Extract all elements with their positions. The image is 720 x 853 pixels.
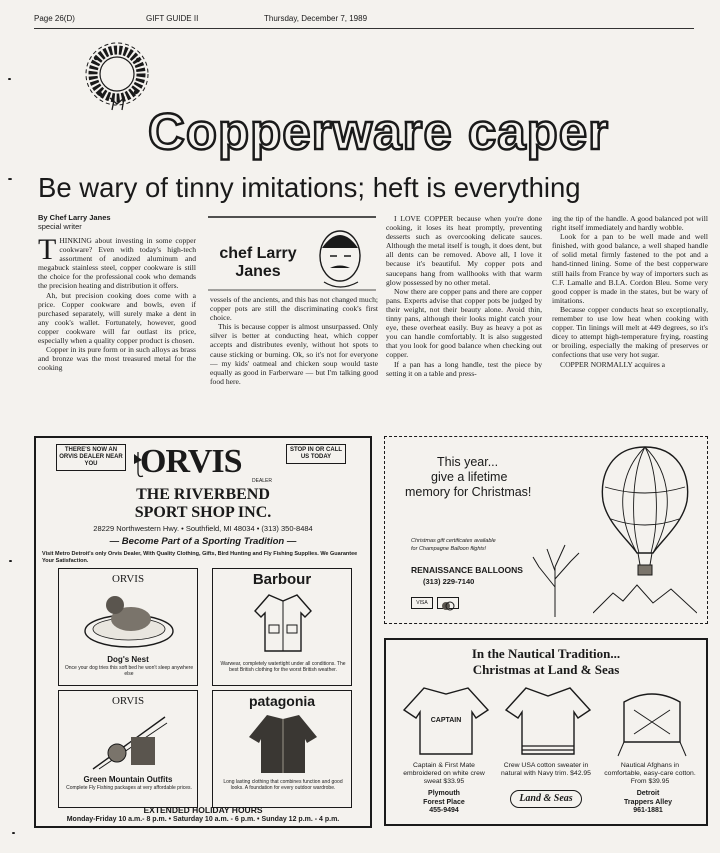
seas-headline-2: Christmas at Land & Seas [472,662,620,677]
product-name: Dog's Nest [107,655,149,664]
shop-name-line-1: THE RIVERBEND [136,486,270,503]
balloon-line-1: This year... [437,455,499,469]
article-column-4 [552,214,708,391]
product-dogs-nest [58,568,198,686]
store-city: Detroit [636,790,660,797]
sweatshirt-icon [402,682,490,758]
visit-text: Visit Metro Detroit's only Orvis Dealer, With Quality Clothing, Gifts, Bird Hunting and Fly Fishing Supplies. We Guarantee Your Satisfaction. [42,551,358,564]
product-patagonia [212,690,352,808]
company-phone: (313) 229-7140 [423,577,475,586]
mastercard-icon [437,597,459,609]
paragraph: Now there are copper pans and there are copper pans. Experts advise that copper pots be judged by their weight, not their beauty alone. Avoid thin, tinny pans, although their looks might catch your eye, these overheat easily. Buy as heavy a pot as you can handle comfortably. It is also suggested that you look for good balance when checking out copper. [386,286,542,360]
orvis-ad [34,436,372,828]
store-place: Forest Place [423,798,465,806]
dealer-label: DEALER [252,478,273,484]
jacket-icon [249,591,317,653]
caption-sweater: Crew USA cotton sweater in natural with Navy trim. $42.95 [501,762,591,777]
patagonia-brand: patagonia [248,693,316,709]
shop-name [36,486,370,522]
paragraph: Because copper conducts heat so exceptionally, remember to use low heat when cooking with copper. Tin linings will melt at 449 degrees, so it's dicey to attempt high-temperature frying, roasting or broiling, especially the making of preserves or confections that use very hot sugar. [552,304,708,360]
cert-line-1: Christmas gift certificates available [411,538,496,544]
byline-role: special writer [38,222,82,231]
shop-name-line-2: SPORT SHOP INC. [134,504,272,521]
store-place: Trappers Alley [624,798,672,806]
paragraph: I LOVE COPPER because when you're done cooking, it loses its heat promptly, preventing desserts such as overcooking delicate sauces. Although the metal itself is tough, it does dent, but all dents can be removed. Above all, I love it because it's beautiful. My copper pots and saucepans hang from wallhooks with that warm glow possessed by no other metal. [386,214,542,287]
scan-speck [9,560,12,562]
section-name: GIFT GUIDE II [146,14,199,23]
store-city: Plymouth [428,790,460,797]
article-column-1 [38,236,196,391]
article-column-2 [210,295,378,391]
issue-date: Thursday, December 7, 1989 [264,14,368,23]
orvis-brand: ORVIS [111,573,145,585]
store-phone: 455-9494 [429,807,459,814]
orvis-brand: ORVIS [111,695,145,707]
cotton-sweater-icon [504,682,592,758]
product-description: Once your dog tries this soft bed he won't sleep anywhere else [64,665,194,677]
chef-label [210,245,306,281]
land-and-seas-ad [384,638,708,826]
page-number: Page 26(D) [34,14,75,23]
call-us-box: STOP IN OR CALL US TODAY [286,444,346,464]
scan-speck [8,78,11,80]
article-column-3 [386,214,542,391]
paragraph: HINKING about investing in some copper cookware? Even with today's high-tech assortment of anodized aluminum and megabuck stainless steel, copper cookware is still the choice for the professional cook who demands the precision heating and distribution it offers. [38,236,196,291]
caption-sweatshirt: Captain & First Mate embroidered on white crew sweat $33.95 [403,762,485,785]
paragraph: If a pan has a long handle, test the piece by setting it on a table and press- [386,359,542,378]
land-and-seas-logo: Land & Seas [510,790,582,808]
paragraph: Copper in its pure form or in such alloys as brass and bronze was the most treasured metal for the cooking [38,345,196,373]
cert-line-2: for Champagne Balloon flights! [411,546,487,552]
scan-speck [12,832,15,834]
article-title: Copperware caper [148,103,610,160]
tagline: — Become Part of a Sporting Tradition — [109,536,297,547]
seas-headline-1: In the Nautical Tradition... [471,646,621,661]
store-detroit [600,790,696,816]
header-rule [34,28,694,29]
company-name: RENAISSANCE BALLOONS [411,565,523,575]
afghan-chair-icon [608,682,696,758]
store-phone: 961-1881 [633,807,663,814]
scan-speck [8,178,12,180]
bare-tree-icon [525,537,585,617]
hours-title: EXTENDED HOLIDAY HOURS [143,805,263,815]
product-green-mountain [58,690,198,808]
product-description: Long lasting clothing that combines function and good looks. A foundation for every outdoor wardrobe. [223,779,343,791]
paragraph: ing the tip of the handle. A good balanced pot will right itself immediately and hardly wobble. [552,214,708,233]
balloon-ad [384,436,708,624]
article-headline: Be wary of tinny imitations; heft is everything [38,172,581,203]
chef-label-line-1: chef Larry [219,245,297,262]
hours-text: Monday-Friday 10 a.m.- 8 p.m. • Saturday 10 a.m. - 6 p.m. • Sunday 12 p.m. - 4 p.m. [66,816,340,823]
store-plymouth [396,790,492,816]
paragraph: COPPER NORMALLY acquires a [560,359,666,369]
caption-afghan: Nautical Afghans in comfortable, easy-care cotton. From $39.95 [604,762,696,785]
gift-certificate-text [411,537,496,553]
product-description: Warwear, completely watertight under all conditions. The best British clothing for the worst British weather. [220,661,346,673]
shop-address: 28229 Northwestern Hwy. • Southfield, MI 48034 • (313) 350-8484 [93,524,313,533]
balloon-line-3: memory for Christmas! [405,485,532,499]
orvis-logo: ORVIS [140,443,242,480]
hot-air-balloon-icon [593,443,697,619]
balloon-line-2: give a lifetime [431,470,508,484]
paragraph: Look for a pan to be well made and well finished, with good balance, a well shaped handle of solid metal firmly fastened to the pot and a hand-tinned lining. Some of the best copperware still hails from France by way of importers such as C.F. Lamalle and B.I.A. Cordon Bleu. Some very good copper is made in the states, but be wary of imitations. [552,232,708,305]
fishing-outfit-icon [87,711,171,771]
fleece-jacket-icon [245,711,321,775]
holiday-hours [36,806,370,824]
chef-portrait-icon [320,231,360,287]
chef-label-line-2: Janes [235,263,281,280]
product-description: Complete Fly Fishing packages at very affordable prices. [66,785,192,791]
paragraph: vessels of the ancients, and this has not changed much; copper pots are still the discriminating cook's first choice. [210,295,378,323]
page-header [34,14,694,28]
barbour-brand: Barbour [252,571,312,588]
dealer-notice-box: THERE'S NOW AN ORVIS DEALER NEAR YOU [56,444,126,471]
visa-card-icon: VISA [411,597,433,609]
product-name: Green Mountain Outfits [83,775,173,784]
wreath-illustration [78,38,156,112]
product-barbour [212,568,352,686]
drop-cap: T [38,236,57,266]
byline: By Chef Larry Janes [38,213,111,222]
paragraph: Ah, but precision cooking does come with a price. Copper cookware and bowls, even if purchased separately, will surely make a dent in any cook's wallet. Fortunately, however, good copper cookware will far outlast its price, especially when a quality copper product is chosen. [38,290,196,346]
dog-bed-icon [81,589,177,651]
sweatshirt-print: CAPTAIN [430,717,462,724]
paragraph: This is because copper is almost unsurpassed. Only silver is better at conducting heat, which copper accepts and distributes evenly, without hot spots to cause sticking or burning. Ok, so it's not for everyone — my kids' oatmeal and chicken soup would taste equally as good in Farberware — but I'm talking good food here. [210,322,378,386]
